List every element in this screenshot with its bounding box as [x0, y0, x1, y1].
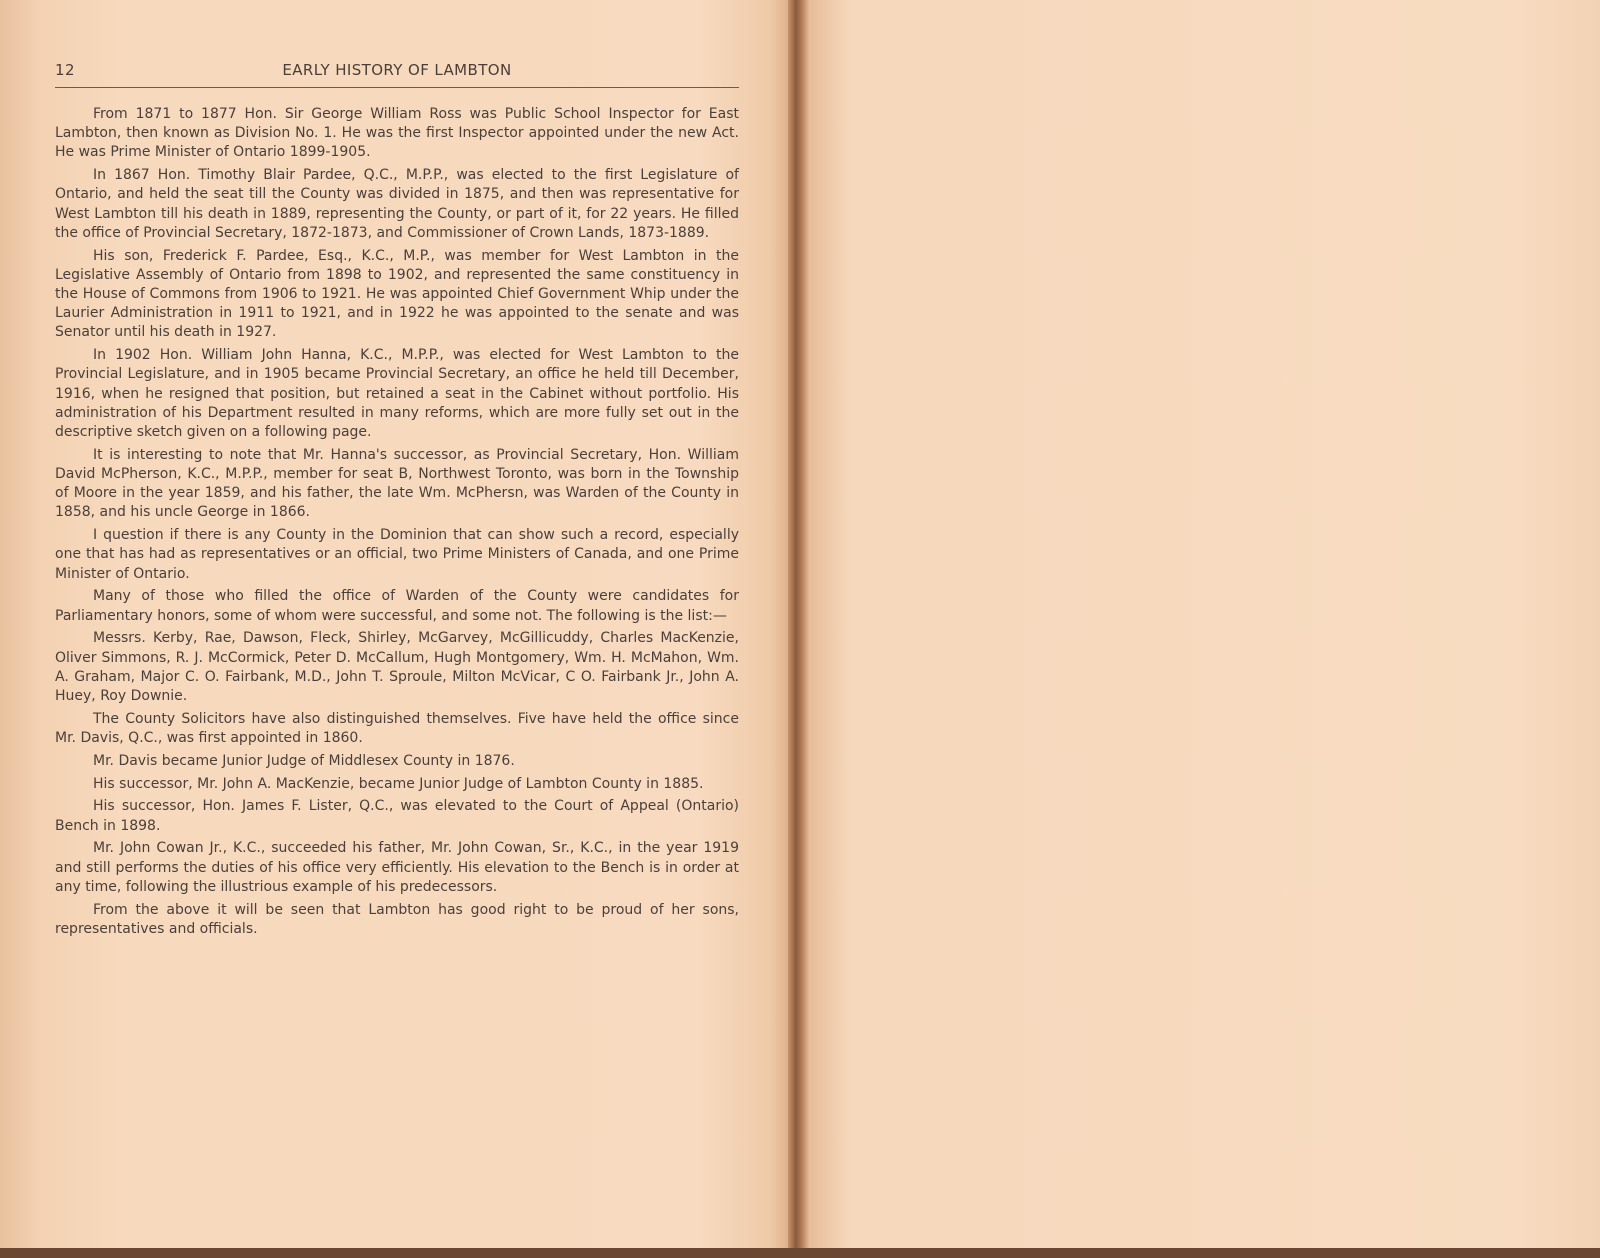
right-page-blank: [810, 0, 1600, 1250]
paragraph: Mr. Davis became Junior Judge of Middlesex County in 1876.: [93, 752, 515, 769]
page-number: 12: [55, 61, 75, 79]
paragraph: It is interesting to note that Mr. Hanna's successor, as Provincial Secretary, Hon. William David McPherson, K.C., M.P.P., member for seat B, Northwest Toronto, was born in the Township of Moore in the year 1859, and his father, the late Wm. McPhersn, was Warden of the County in 1858, and his uncle George in 1866.: [55, 446, 739, 521]
running-head: [55, 61, 739, 88]
paragraph: His successor, Mr. John A. MacKenzie, became Junior Judge of Lambton County in 1885.: [93, 775, 704, 792]
paragraph: His successor, Hon. James F. Lister, Q.C., was elevated to the Court of Appeal (Ontario) Bench in 1898.: [55, 798, 739, 834]
paragraph: Many of those who filled the office of Warden of the County were candidates for Parliamentary honors, some of whom were successful, and some not. The following is the list:—: [55, 588, 739, 624]
body-text: [55, 105, 739, 943]
paragraph: In 1902 Hon. William John Hanna, K.C., M.P.P., was elected for West Lambton to the Provincial Legislature, and in 1905 became Provincial Secretary, an office he held till December, 1916, when he resigned that position, but retained a seat in the Cabinet without portfolio. His administration of his Department resulted in many reforms, which are more fully set out in the descriptive sketch given on a following page.: [55, 347, 739, 441]
paragraph: Mr. John Cowan Jr., K.C., succeeded his father, Mr. John Cowan, Sr., K.C., in the year 1919 and still performs the duties of his office very efficiently. His elevation to the Bench is in order at any time, following the illustrious example of his predecessors.: [55, 840, 739, 895]
paragraph: His son, Frederick F. Pardee, Esq., K.C., M.P., was member for West Lambton in the Legislative Assembly of Ontario from 1898 to 1902, and represented the same constituency in the House of Commons from 1906 to 1921. He was appointed Chief Government Whip under the Laurier Administration in 1911 to 1921, and in 1922 he was appointed to the senate and was Senator until his death in 1927.: [55, 247, 739, 341]
left-page: [0, 0, 800, 1250]
paragraph: From 1871 to 1877 Hon. Sir George William Ross was Public School Inspector for East Lambton, then known as Division No. 1. He was the first Inspector appointed under the new Act. He was Prime Minister of Ontario 1899-1905.: [55, 106, 739, 161]
paragraph: Messrs. Kerby, Rae, Dawson, Fleck, Shirley, McGarvey, McGillicuddy, Charles MacKenzie, Oliver Simmons, R. J. McCormick, Peter D. McCallum, Hugh Montgomery, Wm. H. McMahon, Wm. A. Graham, Major C. O. Fairbank, M.D., John T. Sproule, Milton McVicar, C O. Fairbank Jr., John A. Huey, Roy Downie.: [55, 630, 739, 705]
paragraph: The County Solicitors have also distinguished themselves. Five have held the office since Mr. Davis, Q.C., was first appointed in 1860.: [55, 710, 739, 747]
paragraph: From the above it will be seen that Lambton has good right to be proud of her sons, representatives and officials.: [55, 901, 739, 937]
paragraph: In 1867 Hon. Timothy Blair Pardee, Q.C., M.P.P., was elected to the first Legislature of Ontario, and held the seat till the County was divided in 1875, and then was representative for West Lambton till his death in 1889, representing the County, or part of it, for 22 years. He filled the office of Provincial Secretary, 1872-1873, and Commissioner of Crown Lands, 1873-1889.: [55, 167, 739, 241]
book-gutter: [788, 0, 810, 1250]
running-title: EARLY HISTORY OF LAMBTON: [282, 61, 512, 79]
paragraph: I question if there is any County in the Dominion that can show such a record, especially one that has had as representatives or an official, two Prime Ministers of Canada, and one Prime Minister of Ontario.: [55, 527, 739, 582]
bottom-edge: [0, 1248, 1600, 1258]
